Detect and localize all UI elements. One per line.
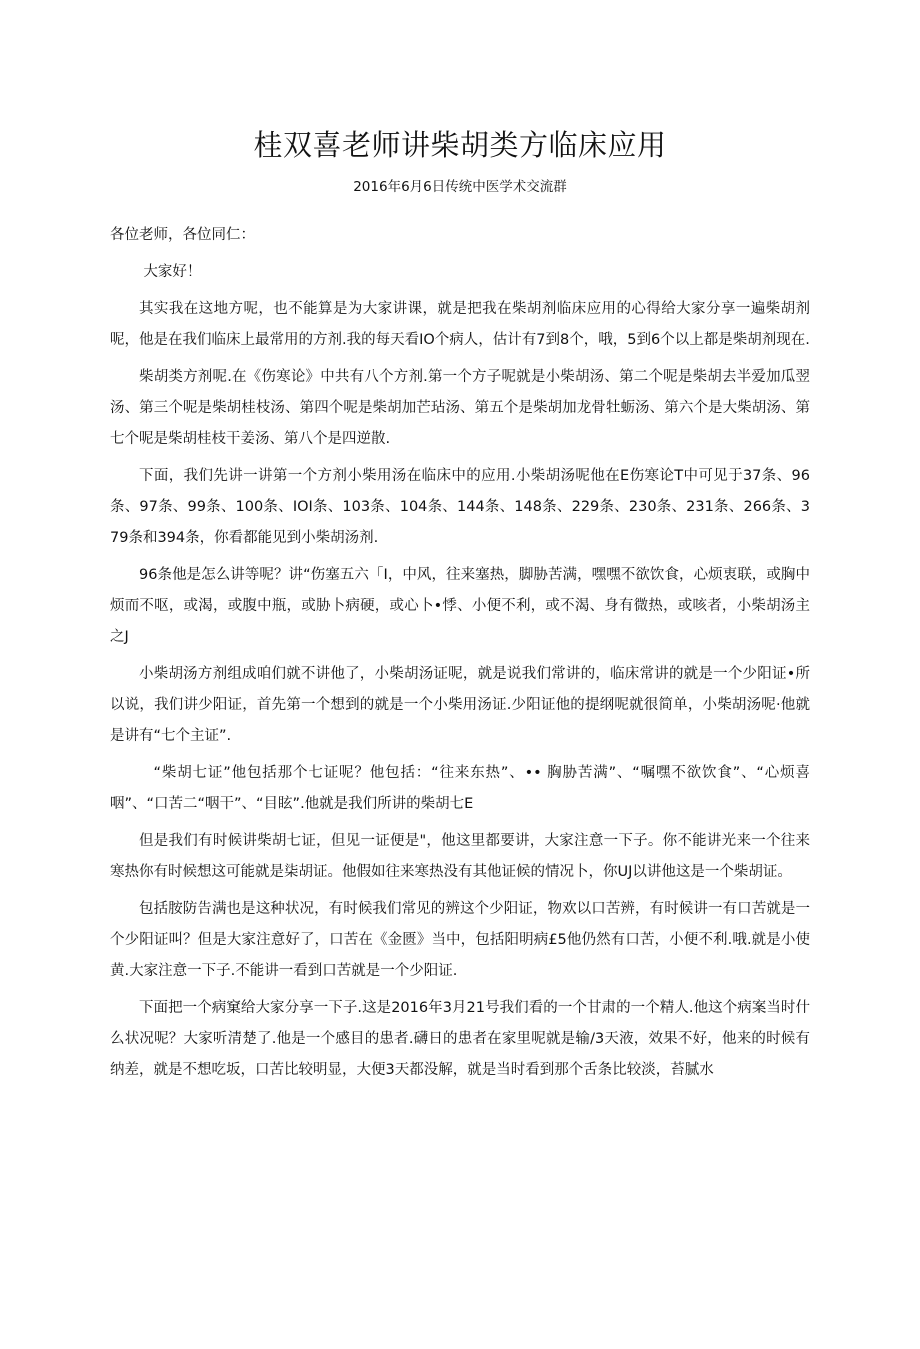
paragraph-3: 下面，我们先讲一讲第一个方剂小柴用汤在临床中的应用.小柴胡汤呢他在E伤寒论T中可见于37条、96条、97条、99条、100条、IOI条、103条、104条、144条、148条、229条、230条、231条、266条、379条和394条，你看都能见到小柴胡汤剂. — [110, 468, 810, 546]
paragraph-7: 但是我们有时候讲柴胡七证，但见一证便是"，他这里都要讲，大家注意一下子。你不能讲光来一个往来寒热你有时候想这可能就是柒胡证。他假如往来寒热没有其他证候的情况卜，你UJ以讲他这是一个柴胡证。 — [110, 833, 810, 880]
salutation: 各位老师，各位同仁： — [110, 227, 255, 243]
paragraph-1: 其实我在这地方呢，也不能算是为大家讲课，就是把我在柴胡剂临床应用的心得给大家分享一遍柴胡剂呢，他是在我们临床上最常用的方剂.我的每天看IO个病人，估计有7到8个，哦，5到6个以上都是柴胡剂现在. — [110, 301, 810, 348]
document-body — [110, 220, 810, 1092]
paragraph-4: 96条他是怎么讲等呢？讲“伤塞五六「I，中风，往来塞热，脚胁苦满，嘿嘿不欲饮食，心烦衷联，或胸中烦而不呕，或渴，或腹中瓶，或胁卜病硬，或心卜•悸、小便不利，或不渴、身有微热，或咳者，小柴胡汤主之J — [110, 567, 810, 645]
document-title: 桂双喜老师讲柴胡类方临床应用 — [253, 128, 667, 162]
paragraph-5: 小柴胡汤方剂组成咱们就不讲他了，小柴胡汤证呢，就是说我们常讲的，临床常讲的就是一个少阳证•所以说，我们讲少阳证，首先第一个想到的就是一个小柴用汤证.少阳证他的提纲呢就很简单，小柴胡汤呢·他就是讲有“七个主证”. — [110, 666, 810, 744]
paragraph-9: 下面把一个病窠给大家分享一下子.这是2016年3月21号我们看的一个甘肃的一个精人.他这个病案当时什么状况呢？大家听清楚了.他是一个感目的患者.礴日的患者在家里呢就是输/3天液，效果不好，他来的时候有纳差，就是不想吃坂，口苦比较明显，大便3天都没解，就是当时看到那个舌条比较淡，苔腻水 — [110, 1000, 810, 1078]
paragraph-8: 包括胺防告满也是这种状况，有时候我们常见的辨这个少阳证，物欢以口苦辨，有时候讲一有口苦就是一个少阳证叫？但是大家注意好了，口苦在《金匮》当中，包括阳明病£5他仍然有口苦，小便不利.哦.就是小使黄.大家注意一下子.不能讲一看到口苦就是一个少阳证. — [110, 901, 810, 979]
greeting: 大家好！ — [143, 264, 202, 280]
paragraph-6: “柴胡七证”他包括那个七证呢？他包括：“往来东热”、•• 胸胁苦满”、“嘱嘿不欲饮食”、“心烦喜咽”、“口苦二“咽干”、“目眩”.他就是我们所讲的柴胡七E — [110, 765, 810, 812]
document-subtitle: 2016年6月6日传统中医学术交流群 — [353, 179, 567, 195]
paragraph-2: 柴胡类方剂呢.在《伤寒论》中共有八个方剂.第一个方子呢就是小柴胡汤、第二个呢是柴胡去半爱加瓜翌汤、第三个呢是柴胡桂枝汤、第四个呢是柴胡加芒玷汤、第五个是柴胡加龙骨牡蛎汤、第六个是大柴胡汤、第七个呢是柴胡桂枝干姜汤、第八个是四逆散. — [110, 369, 810, 447]
